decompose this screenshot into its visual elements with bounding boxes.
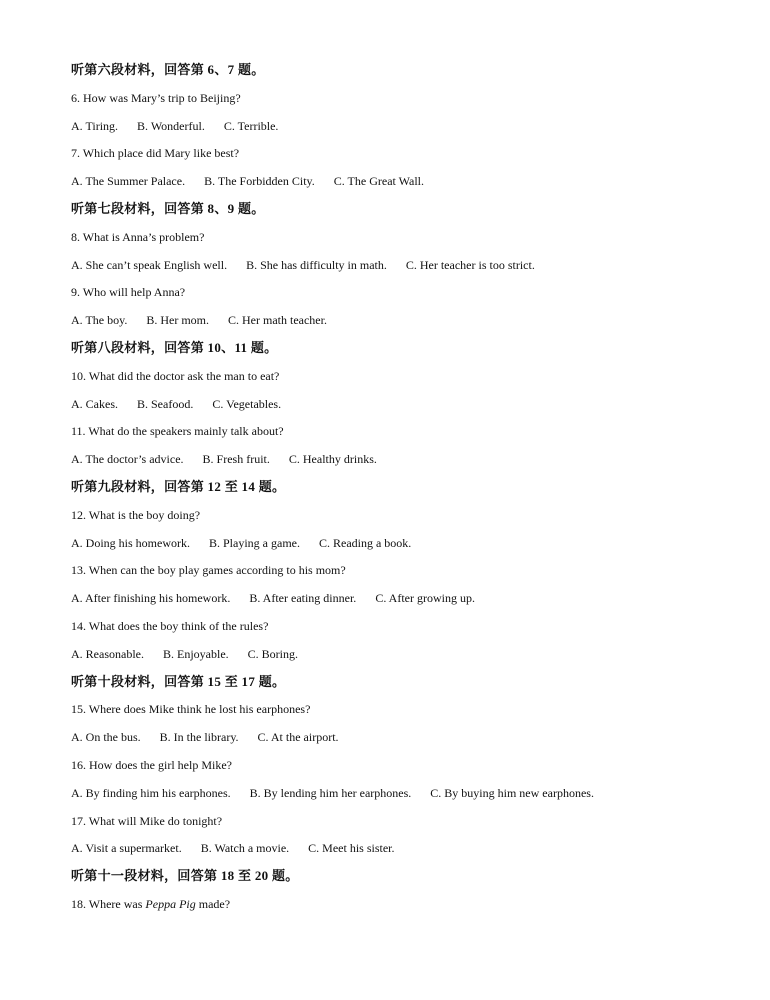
options-row — [71, 535, 411, 551]
options-row — [71, 173, 424, 189]
answer-option: A. Cakes. — [71, 397, 118, 411]
answer-option: C. The Great Wall. — [333, 174, 424, 188]
answer-option: C. By buying him new earphones. — [430, 786, 594, 800]
question-text: 11. What do the speakers mainly talk about? — [71, 424, 284, 438]
question-fragment: made? — [195, 897, 231, 911]
options-row — [71, 646, 298, 662]
answer-option: C. After growing up. — [375, 591, 475, 605]
question-text: 13. When can the boy play games according to his mom? — [71, 563, 346, 577]
question-text: 7. Which place did Mary like best? — [71, 146, 240, 160]
answer-option: B. Her mom. — [146, 313, 209, 327]
answer-option: B. Fresh fruit. — [202, 452, 270, 466]
options-row — [71, 840, 395, 856]
answer-option: C. At the airport. — [257, 730, 339, 744]
answer-option: A. The boy. — [71, 313, 128, 327]
answer-option: C. Her teacher is too strict. — [405, 258, 535, 272]
question-text: 8. What is Anna’s problem? — [71, 230, 205, 244]
answer-option: C. Boring. — [247, 647, 298, 661]
answer-option: A. Visit a supermarket. — [71, 841, 182, 855]
answer-option: B. By lending him her earphones. — [249, 786, 412, 800]
question-text: 9. Who will help Anna? — [71, 285, 186, 299]
options-row — [71, 729, 339, 745]
options-row — [71, 396, 281, 412]
answer-option: A. By finding him his earphones. — [71, 786, 231, 800]
answer-option: B. Wonderful. — [137, 119, 205, 133]
question-fragment: 18. Where was — [71, 897, 146, 911]
question-text: 6. How was Mary’s trip to Beijing? — [71, 91, 241, 105]
question-text: 10. What did the doctor ask the man to eat? — [71, 369, 280, 383]
answer-option: B. Playing a game. — [209, 536, 300, 550]
question-text: 16. How does the girl help Mike? — [71, 758, 232, 772]
answer-option: B. After eating dinner. — [249, 591, 357, 605]
options-row — [71, 312, 327, 328]
answer-option: A. Doing his homework. — [71, 536, 190, 550]
answer-option: C. Reading a book. — [318, 536, 412, 550]
answer-option: A. The Summer Palace. — [71, 174, 186, 188]
answer-option: A. Tiring. — [71, 119, 119, 133]
section-heading: 听第九段材料，回答第 12 至 14 题。 — [71, 479, 286, 494]
answer-option: C. Terrible. — [223, 119, 279, 133]
answer-option: B. Enjoyable. — [162, 647, 229, 661]
answer-option: B. The Forbidden City. — [204, 174, 315, 188]
options-row — [71, 257, 535, 273]
answer-option: C. Her math teacher. — [228, 313, 327, 327]
answer-option: B. In the library. — [159, 730, 239, 744]
options-row — [71, 451, 377, 467]
answer-option: A. Reasonable. — [71, 647, 144, 661]
options-row — [71, 785, 594, 801]
question-text: 15. Where does Mike think he lost his earphones? — [71, 702, 311, 716]
answer-option: B. Watch a movie. — [200, 841, 290, 855]
options-row — [71, 118, 278, 134]
options-row — [71, 590, 475, 606]
section-heading: 听第八段材料，回答第 10、11 题。 — [71, 340, 278, 355]
section-heading: 听第十一段材料，回答第 18 至 20 题。 — [71, 868, 299, 883]
section-heading: 听第十段材料，回答第 15 至 17 题。 — [71, 674, 286, 689]
answer-option: B. Seafood. — [137, 397, 194, 411]
answer-option: A. She can’t speak English well. — [71, 258, 228, 272]
section-heading: 听第六段材料，回答第 6、7 题。 — [71, 62, 265, 77]
answer-option: B. She has difficulty in math. — [246, 258, 387, 272]
answer-option: C. Meet his sister. — [308, 841, 395, 855]
answer-option: C. Healthy drinks. — [288, 452, 377, 466]
answer-option: A. After finishing his homework. — [71, 591, 231, 605]
question-text: 17. What will Mike do tonight? — [71, 814, 223, 828]
answer-option: A. On the bus. — [71, 730, 141, 744]
answer-option: C. Vegetables. — [212, 397, 282, 411]
title-italic: Peppa Pig — [145, 897, 196, 911]
answer-option: A. The doctor’s advice. — [71, 452, 184, 466]
question-text: 14. What does the boy think of the rules? — [71, 619, 269, 633]
section-heading: 听第七段材料，回答第 8、9 题。 — [71, 201, 265, 216]
question-text — [71, 896, 230, 912]
question-text: 12. What is the boy doing? — [71, 508, 201, 522]
